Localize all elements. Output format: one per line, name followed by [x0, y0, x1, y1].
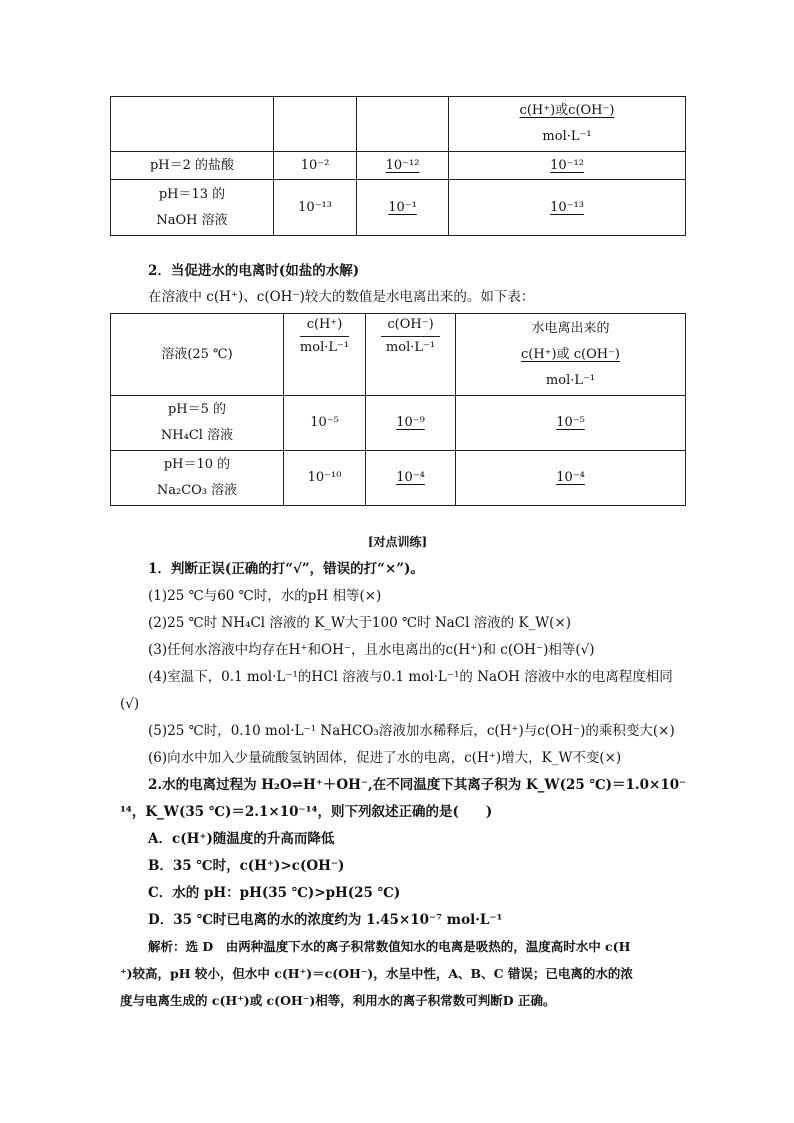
- row-label-line2: Na₂CO₃ 溶液: [156, 483, 238, 498]
- cell-c-oh: 10⁻⁴: [366, 451, 456, 506]
- cell-c-oh: 10⁻¹²: [357, 152, 449, 180]
- fraction-numerator: c(H⁺): [300, 314, 349, 337]
- cell-water: 10⁻¹³: [449, 180, 686, 236]
- header-cell-water-ionized: [449, 97, 686, 152]
- row-label-line1: pH＝13 的: [158, 186, 226, 202]
- q1-item-2: (2)25 ℃时 NH₄Cl 溶液的 K_W大于100 ℃时 NaCl 溶液的 K_W(×): [148, 615, 572, 631]
- table-water-ionization-promoted: [110, 313, 686, 506]
- header-text-line1: 水电离出来的: [531, 320, 610, 336]
- cell-water: 10⁻¹²: [449, 152, 686, 180]
- table-row: [111, 180, 686, 236]
- header-cell-solution: 溶液(25 ℃): [111, 314, 284, 396]
- header-cell-blank-1: [111, 97, 274, 152]
- fraction-numerator: c(OH⁻): [381, 314, 439, 337]
- table-row: [111, 396, 686, 451]
- q1-item-6: (6)向水中加入少量硫酸氢钠固体，促进了水的电离，c(H⁺)增大，K_W不变(×): [148, 750, 622, 766]
- row-label-line1: pH＝10 的: [163, 457, 231, 472]
- q2-option-a: A．c(H⁺)随温度的升高而降低: [148, 831, 335, 847]
- q1-item-4: (4)室温下，0.1 mol·L⁻¹的HCl 溶液与0.1 mol·L⁻¹的 NaOH 溶液中水的电离程度相同: [148, 669, 673, 685]
- row-label-line2: NH₄Cl 溶液: [160, 428, 234, 443]
- fraction-c-h: [300, 314, 349, 359]
- header-cell-blank-3: [357, 97, 449, 152]
- q2-analysis-line2: ⁺)较高，pH 较小，但水中 c(H⁺)＝c(OH⁻)，水呈中性，A、B、C 错误；已电离的水的浓: [120, 966, 633, 981]
- table-row: [111, 451, 686, 506]
- row-label: [111, 396, 284, 451]
- table-header-row: [111, 314, 686, 396]
- header-text-line3: mol·L⁻¹: [545, 372, 596, 388]
- row-label: pH＝2 的盐酸: [111, 152, 274, 180]
- section-heading: 2．当促进水的电离时(如盐的水解): [148, 263, 360, 279]
- header-cell-c-h: [284, 314, 366, 396]
- q1-item-1: (1)25 ℃与60 ℃时，水的pH 相等(×): [148, 588, 382, 604]
- q2-analysis-line1: 解析：选 D 由两种温度下水的离子积常数值知水的电离是吸热的，温度高时水中 c(H: [148, 939, 631, 954]
- q1-item-4-answer: (√): [120, 696, 140, 712]
- table-row: [111, 152, 686, 180]
- header-cell-blank-2: [274, 97, 357, 152]
- q2-stem-line1: 2.水的电离过程为 H₂O⇌H⁺＋OH⁻,在不同温度下其离子积为 K_W(25 ℃)＝1.0×10⁻: [148, 777, 687, 793]
- header-text-line2: mol·L⁻¹: [542, 129, 592, 144]
- cell-water: 10⁻⁴: [456, 451, 686, 506]
- q2-option-b: B．35 ℃时，c(H⁺)>c(OH⁻): [148, 858, 345, 874]
- cell-c-h: 10⁻²: [274, 152, 357, 180]
- q1-item-5: (5)25 ℃时，0.10 mol·L⁻¹ NaHCO₃溶液加水稀释后，c(H⁺)与c(OH⁻)的乘积变大(×): [148, 723, 675, 739]
- q2-option-c: C．水的 pH：pH(35 ℃)>pH(25 ℃): [148, 885, 401, 901]
- header-text-line1: c(H⁺)或c(OH⁻): [519, 103, 615, 118]
- q1-item-3: (3)任何水溶液中均存在H⁺和OH⁻，且水电离出的c(H⁺)和 c(OH⁻)相等(√): [148, 642, 595, 658]
- header-cell-water-ionized: [456, 314, 686, 396]
- cell-c-oh: 10⁻¹: [357, 180, 449, 236]
- q2-analysis-line3: 度与电离生成的 c(H⁺)或 c(OH⁻)相等，利用水的离子积常数可判断D 正确。: [120, 993, 556, 1008]
- row-label: [111, 451, 284, 506]
- cell-c-h: 10⁻¹³: [274, 180, 357, 236]
- q1-stem: 1．判断正误(正确的打“√”，错误的打“×”)。: [148, 561, 424, 577]
- q2-option-d: D．35 ℃时已电离的水的浓度约为 1.45×10⁻⁷ mol·L⁻¹: [148, 912, 503, 928]
- cell-c-oh: 10⁻⁹: [366, 396, 456, 451]
- cell-c-h: 10⁻⁵: [284, 396, 366, 451]
- header-cell-c-oh: [366, 314, 456, 396]
- section-intro: 在溶液中 c(H⁺)、c(OH⁻)较大的数值是水电离出来的。如下表：: [148, 289, 535, 305]
- fraction-denominator: mol·L⁻¹: [299, 340, 350, 355]
- cell-c-h: 10⁻¹⁰: [284, 451, 366, 506]
- row-label-line1: pH＝5 的: [167, 402, 227, 417]
- cell-water: 10⁻⁵: [456, 396, 686, 451]
- fraction-denominator: mol·L⁻¹: [385, 340, 436, 355]
- header-text-line2: c(H⁺)或 c(OH⁻): [520, 346, 621, 362]
- table-water-ionization-inhibited: [110, 96, 686, 236]
- row-label-line2: NaOH 溶液: [156, 212, 228, 228]
- fraction-c-oh: [381, 314, 439, 359]
- training-title: [对点训练]: [367, 535, 428, 549]
- row-label: [111, 180, 274, 236]
- table-header-row: [111, 97, 686, 152]
- q2-stem-line2: ¹⁴，K_W(35 ℃)＝2.1×10⁻¹⁴，则下列叙述正确的是( ): [120, 804, 493, 820]
